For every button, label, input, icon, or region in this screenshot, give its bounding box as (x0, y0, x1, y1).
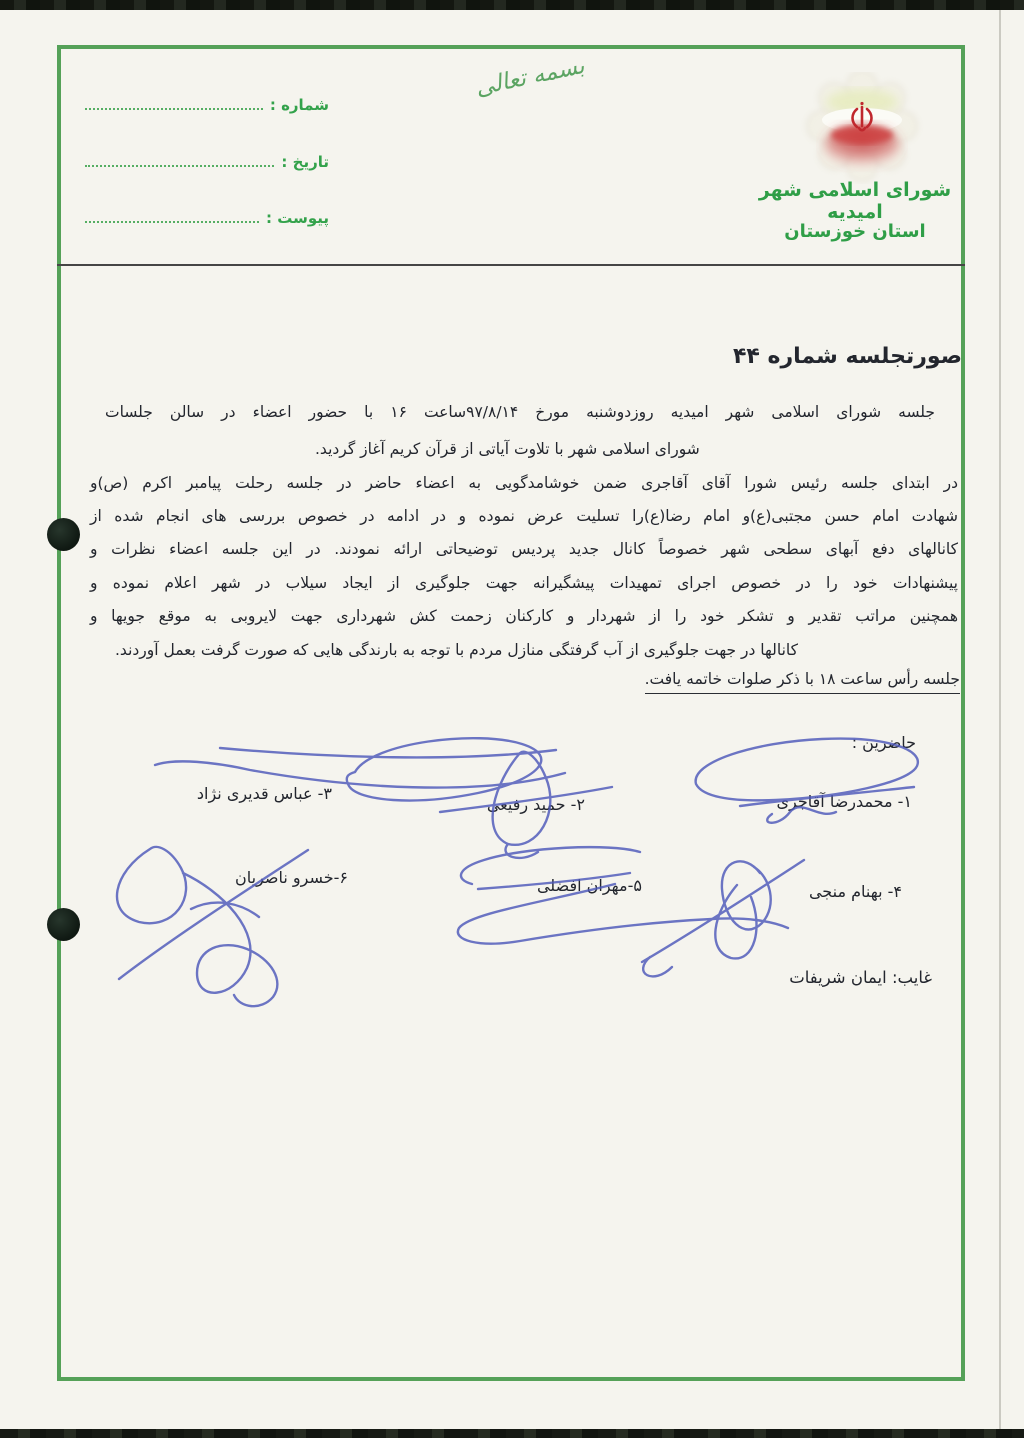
body-line: کانالهای دفع آبهای سطحی شهر خصوصاً کانال جدید پردیس توضیحاتی ارائه نمودند. در این جلسه اعضاء نظرات و (90, 540, 958, 558)
body-line: همچنین مراتب تقدیر و تشکر خود را از شهردار و کارکنان زحمت کش شهرداری جهت لایروبی به موقع جویها و (90, 607, 958, 625)
organization-province: استان خوزستان (784, 221, 926, 242)
field-attachment-label: پیوست : (265, 209, 329, 227)
member-name-1: ۱- محمدرضا آقاجری (776, 792, 912, 811)
field-date-label: تاریخ : (281, 153, 329, 171)
letterhead-separator-line (57, 264, 965, 266)
member-name-6: ۶-خسرو ناصریان (235, 868, 348, 887)
field-attachment (85, 205, 329, 227)
field-date-dotted-line (85, 165, 274, 167)
body-line: کانالها در جهت جلوگیری از آب گرفتگی منازل مردم با توجه به بارندگی هایی که صورت گرفت بعمل آوردند. (115, 641, 799, 659)
field-number (85, 92, 329, 114)
body-line: شورای اسلامی شهر با تلاوت آیاتی از قرآن کریم آغاز گردید. (315, 440, 700, 458)
body-line: جلسه شورای اسلامی شهر امیدیه روزدوشنبه مورخ ۹۷/۸/۱۴ساعت ۱۶ با حضور اعضاء در سالن جلسات (105, 403, 935, 421)
body-line: در ابتدای جلسه رئیس شورا آقای آقاجری ضمن خوشامدگویی به اعضاء حاضر در جلسه رحلت پیامبر اکرم (ص)و (90, 474, 958, 492)
member-name-5: ۵-مهران افضلی (536, 876, 642, 895)
scan-edge-bottom (0, 1429, 1024, 1438)
bismillah-calligraphy: بسمه تعالی (473, 52, 587, 102)
document-title: صورتجلسه شماره ۴۴ (732, 344, 962, 369)
closing-sentence-underlined: جلسه رأس ساعت ۱۸ با ذکر صلوات خاتمه یافت. (645, 670, 960, 694)
member-name-4: ۴- بهنام منجی (808, 882, 902, 901)
field-number-label: شماره : (269, 96, 329, 114)
field-number-dotted-line (85, 108, 263, 110)
hole-punch-top (47, 518, 80, 551)
scan-edge-top (0, 0, 1024, 10)
iran-council-emblem-icon (788, 72, 936, 184)
body-line: شهادت امام حسن مجتبی(ع)و امام رضا(ع)را تسلیت عرض نموده و در ادامه در خصوص بررسی های انجام شده از (90, 507, 958, 525)
absent-member-line: غایب: ایمان شریفات (789, 968, 932, 987)
body-line: پیشنهادات خود را در خصوص اجرای تمهیدات پیشگیرانه جهت جلوگیری از ایجاد سیلاب در شهر اعلام نموده و (90, 574, 958, 592)
field-date (85, 149, 329, 171)
organization-name: شورای اسلامی شهر امیدیه (758, 179, 952, 223)
hole-punch-bottom (47, 908, 80, 941)
field-attachment-dotted-line (85, 221, 259, 223)
present-members-label: حاضرین : (851, 733, 916, 752)
member-name-3: ۳- عباس قدیری نژاد (196, 784, 332, 803)
page-border-frame (57, 45, 965, 1381)
member-name-2: ۲- حمید رفیعی (486, 795, 585, 814)
paper-edge-shadow (999, 10, 1001, 1429)
